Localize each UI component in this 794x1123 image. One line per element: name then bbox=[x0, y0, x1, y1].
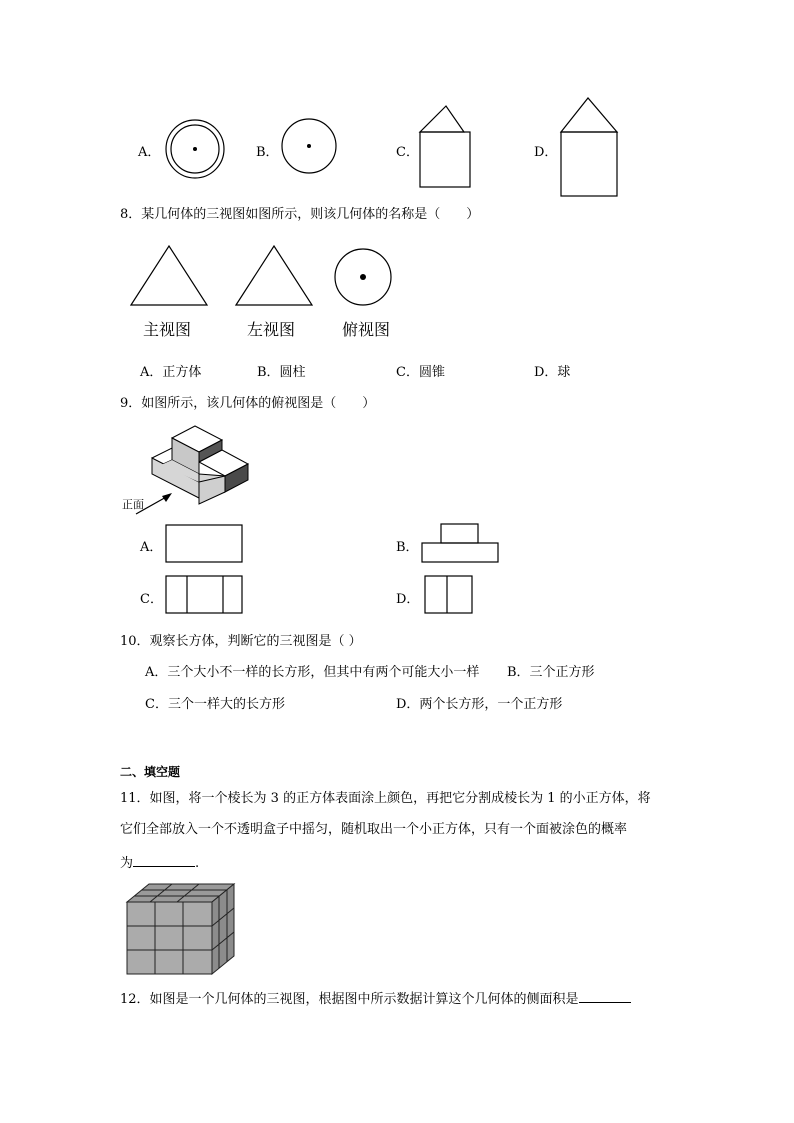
q7-option-c-figure bbox=[418, 104, 474, 190]
q9-front-arrow bbox=[134, 490, 174, 516]
q8-option-b: B．圆柱 bbox=[257, 365, 306, 380]
q7-option-b-label: B． bbox=[256, 145, 279, 160]
q11-line-3 bbox=[120, 853, 199, 872]
q10-option-d: D．两个长方形，一个正方形 bbox=[396, 697, 563, 712]
q8-left-view-caption: 左视图 bbox=[247, 320, 296, 339]
q8-option-c: C．圆锥 bbox=[396, 365, 445, 380]
q12-answer-blank[interactable] bbox=[579, 989, 631, 1003]
q11-painted-cube-figure bbox=[126, 882, 236, 976]
q9-option-c-figure bbox=[165, 575, 245, 615]
q11-line-2: 它们全部放入一个不透明盒子中摇匀，随机取出一个小正方体，只有一个面被涂色的概率 bbox=[120, 822, 628, 837]
q9-option-b-figure bbox=[421, 523, 501, 565]
q8-left-view-triangle bbox=[233, 243, 315, 309]
q8-stem: 8．某几何体的三视图如图所示，则该几何体的名称是（ ） bbox=[120, 207, 480, 222]
q12-stem bbox=[120, 989, 631, 1008]
q9-stem: 9．如图所示，该几何体的俯视图是（ ） bbox=[120, 396, 376, 411]
q7-option-c-label: C． bbox=[396, 145, 419, 160]
q9-option-a-figure bbox=[165, 524, 245, 564]
q11-line-3-suffix: . bbox=[195, 856, 200, 871]
q10-option-b: B．三个正方形 bbox=[507, 665, 595, 680]
q8-front-view-caption: 主视图 bbox=[143, 320, 192, 339]
q8-option-a: A．正方体 bbox=[140, 365, 202, 380]
section-title-fill-in: 二、填空题 bbox=[120, 765, 181, 779]
q7-option-a-figure bbox=[163, 118, 227, 182]
q9-option-d-label: D． bbox=[396, 592, 420, 607]
q9-option-b-label: B． bbox=[396, 540, 419, 555]
q8-option-d: D．球 bbox=[534, 365, 571, 380]
q11-line-3-prefix: 为 bbox=[120, 856, 134, 871]
q10-option-c: C．三个一样大的长方形 bbox=[145, 697, 285, 712]
q11-answer-blank[interactable] bbox=[133, 853, 195, 867]
q7-option-d-figure bbox=[559, 96, 621, 200]
q9-option-c-label: C． bbox=[140, 592, 163, 607]
q9-option-a-label: A． bbox=[140, 540, 163, 555]
q8-front-view-triangle bbox=[128, 243, 210, 309]
q9-front-label: 正面 bbox=[122, 498, 144, 511]
q7-option-d-label: D． bbox=[534, 145, 558, 160]
q10-stem: 10．观察长方体，判断它的三视图是（ ） bbox=[120, 634, 362, 649]
q8-top-view-caption: 俯视图 bbox=[342, 320, 391, 339]
q9-option-d-figure bbox=[424, 575, 476, 615]
q7-option-b-figure bbox=[280, 118, 340, 178]
q8-top-view-circle bbox=[333, 247, 395, 309]
q12-stem-text: 12．如图是一个几何体的三视图，根据图中所示数据计算这个几何体的侧面积是 bbox=[120, 992, 579, 1007]
q11-line-1: 11．如图，将一个棱长为 3 的正方体表面涂上颜色，再把它分割成棱长为 1 的小正方体，将 bbox=[120, 791, 651, 806]
q10-option-a: A．三个大小不一样的长方形，但其中有两个可能大小一样 bbox=[145, 665, 480, 680]
q7-option-a-label: A． bbox=[138, 145, 161, 160]
